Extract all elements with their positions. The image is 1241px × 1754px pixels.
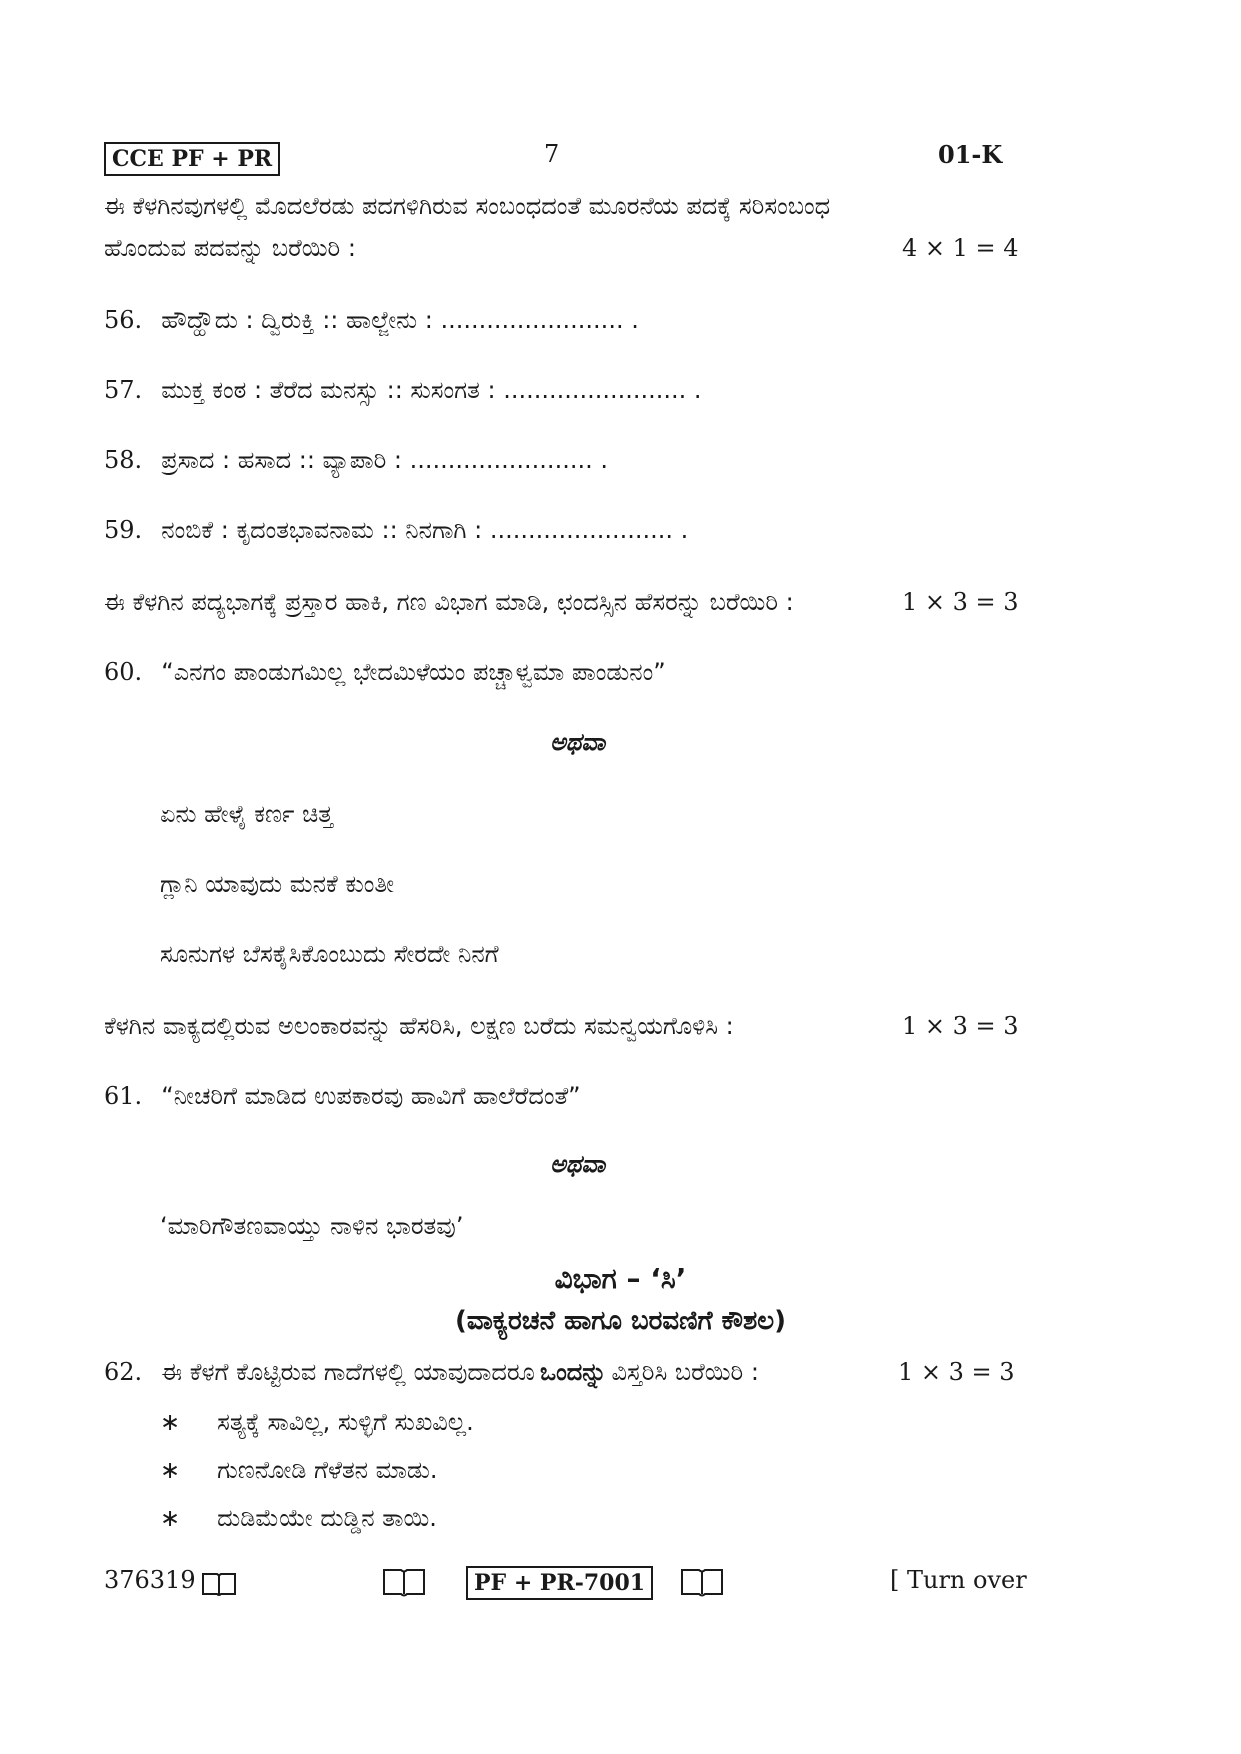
proverb-item [160, 1408, 474, 1436]
proverb-text: ದುಡಿಮೆಯೇ ದುಡ್ಡಿನ ತಾಯಿ. [217, 1504, 437, 1532]
alankara-alt-text: ‘ಮಾರಿಗೌತಣವಾಯ್ತು ನಾಳಿನ ಭಾರತವು’ [160, 1212, 464, 1240]
proverb-text: ಗುಣನೋಡಿ ಗೆಳೆತನ ಮಾಡು. [217, 1456, 438, 1484]
bullet-icon: ∗ [160, 1456, 181, 1484]
footer-serial [104, 1566, 237, 1598]
alankara-marks: 1 × 3 = 3 [902, 1012, 1019, 1040]
question-number: 57. [104, 376, 143, 404]
question-text: “ನೀಚರಿಗೆ ಮಾಡಿದ ಉಪಕಾರವು ಹಾವಿಗೆ ಹಾಲೆರೆದಂತೆ” [161, 1082, 581, 1110]
page-number: 7 [544, 140, 560, 168]
or-label: ಅಥವಾ [550, 1150, 606, 1178]
question-text: ನಂಬಿಕೆ : ಕೃದಂತಭಾವನಾಮ :: ನಿನಗಾಗಿ : ........................ . [161, 516, 689, 544]
question-number: 60. [104, 658, 143, 686]
verse-line-1: ಏನು ಹೇಳೈ ಕರ್ಣ ಚಿತ್ತ [160, 800, 334, 828]
question-text: ಮುಕ್ತ ಕಂಠ : ತೆರೆದ ಮನಸ್ಸು :: ಸುಸಂಗತ : ........................ . [161, 376, 702, 404]
question-62 [104, 1358, 759, 1386]
question-text-pre: ಈ ಕೆಳಗೆ ಕೊಟ್ಟಿರುವ ಗಾದೆಗಳಲ್ಲಿ ಯಾವುದಾದರೂ [161, 1358, 535, 1386]
question-56 [104, 306, 639, 334]
open-book-icon [382, 1566, 426, 1598]
question-text: ಪ್ರಸಾದ : ಹಸಾದ :: ವ್ಯಾಪಾರಿ : ........................ . [161, 446, 608, 474]
analogy-instruction-line1: ಈ ಕೆಳಗಿನವುಗಳಲ್ಲಿ ಮೊದಲೆರಡು ಪದಗಳಿಗಿರುವ ಸಂಬಂಧದಂತೆ ಮೂರನೆಯ ಪದಕ್ಕೆ ಸರಿಸಂಬಂಧ [104, 192, 831, 220]
question-57 [104, 376, 702, 404]
question-text-post: ವಿಸ್ತರಿಸಿ ಬರೆಯಿರಿ : [611, 1358, 759, 1386]
question-number: 61. [104, 1082, 143, 1110]
header-code-box: CCE PF + PR [104, 142, 280, 176]
proverb-text: ಸತ್ಯಕ್ಕೆ ಸಾವಿಲ್ಲ, ಸುಳ್ಳಿಗೆ ಸುಖವಿಲ್ಲ. [217, 1408, 474, 1436]
question-text-emphasis: ಒಂದನ್ನು [539, 1358, 607, 1386]
turn-over-label: [ Turn over [890, 1566, 1027, 1594]
question-number: 62. [104, 1358, 143, 1386]
open-book-icon [201, 1570, 237, 1598]
verse-line-2: ಗ್ಲಾನಿ ಯಾವುದು ಮನಕೆ ಕುಂತೀ [160, 870, 395, 898]
question-58 [104, 446, 608, 474]
section-c-subtitle: (ವಾಕ್ಯರಚನೆ ಹಾಗೂ ಬರವಣಿಗೆ ಕೌಶಲ) [455, 1306, 786, 1336]
prosody-instruction: ಈ ಕೆಳಗಿನ ಪದ್ಯಭಾಗಕ್ಕೆ ಪ್ರಸ್ತಾರ ಹಾಕಿ, ಗಣ ವಿಭಾಗ ಮಾಡಿ, ಛಂದಸ್ಸಿನ ಹೆಸರನ್ನು ಬರೆಯಿರಿ : [104, 588, 794, 616]
question-text: “ಎನಗಂ ಪಾಂಡುಗಮಿಲ್ಲ ಭೇದಮಿಳೆಯಂ ಪಚ್ಚಾಳ್ವಮಾ ಪಾಂಡುನಂ” [161, 658, 666, 686]
paper-code: 01-K [938, 140, 1003, 169]
section-c-marks: 1 × 3 = 3 [898, 1358, 1015, 1386]
open-book-icon [680, 1566, 724, 1598]
question-number: 59. [104, 516, 143, 544]
question-60 [104, 658, 666, 686]
analogy-instruction-line2: ಹೊಂದುವ ಪದವನ್ನು ಬರೆಯಿರಿ : [104, 234, 356, 262]
proverb-item [160, 1456, 437, 1484]
proverb-item [160, 1504, 437, 1532]
prosody-marks: 1 × 3 = 3 [902, 588, 1019, 616]
question-number: 56. [104, 306, 143, 334]
serial-number: 376319 [104, 1566, 196, 1594]
bullet-icon: ∗ [160, 1408, 181, 1436]
bullet-icon: ∗ [160, 1504, 181, 1532]
question-59 [104, 516, 688, 544]
question-61 [104, 1082, 581, 1110]
or-label: ಅಥವಾ [550, 728, 606, 756]
question-text: ಹೌದ್ಹೌದು : ದ್ವಿರುಕ್ತಿ :: ಹಾಲ್ಜೇನು : ........................ . [161, 306, 639, 334]
section-c-title: ವಿಭಾಗ – ‘ಸಿ’ [554, 1262, 687, 1295]
verse-line-3: ಸೂನುಗಳ ಬೆಸಕೈಸಿಕೊಂಬುದು ಸೇರದೇ ನಿನಗೆ [160, 940, 499, 968]
alankara-instruction: ಕೆಳಗಿನ ವಾಕ್ಯದಲ್ಲಿರುವ ಅಲಂಕಾರವನ್ನು ಹೆಸರಿಸಿ, ಲಕ್ಷಣ ಬರೆದು ಸಮನ್ವಯಗೊಳಿಸಿ : [104, 1012, 734, 1040]
footer-center-code: PF + PR-7001 [466, 1566, 653, 1600]
analogy-marks: 4 × 1 = 4 [902, 234, 1019, 262]
question-number: 58. [104, 446, 143, 474]
